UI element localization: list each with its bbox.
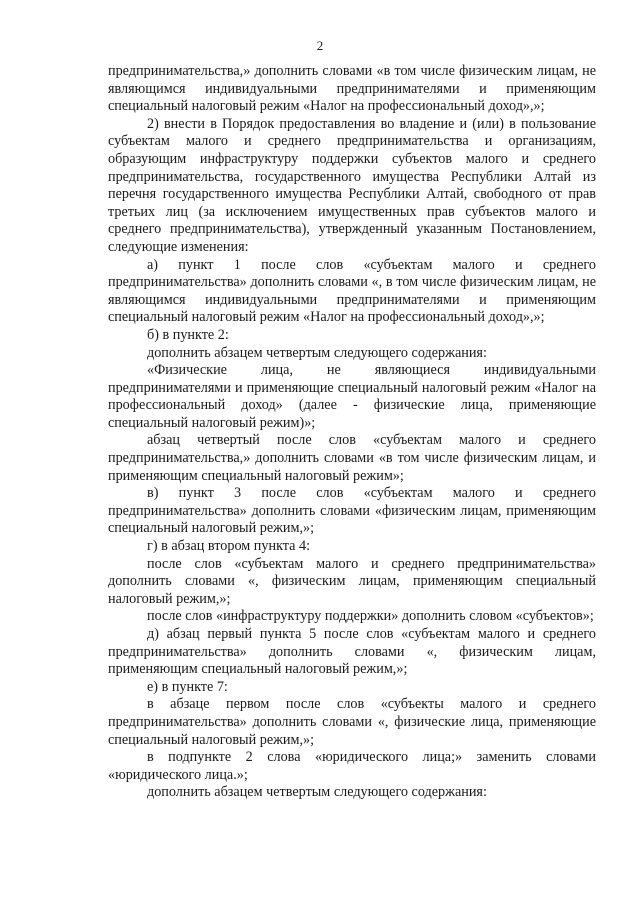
paragraph: б) в пункте 2: xyxy=(147,326,229,343)
paragraph: в) пункт 3 после слов «субъектам малого и среднего предпринимательства» дополнить словами «физическим лицам, применяющим специальный налоговый режим,»; xyxy=(108,485,596,537)
document-body xyxy=(108,63,596,802)
paragraph: дополнить абзацем четвертым следующего содержания: xyxy=(147,344,487,361)
paragraph: абзац четвертый после слов «субъектам малого и среднего предпринимательства,» дополнить словами «в том числе физическим лицам, и применяющим специальный налоговый режим»; xyxy=(108,432,596,484)
paragraph: в абзаце первом после слов «субъекты малого и среднего предпринимательства» дополнить словами «, физические лица, применяющие специальный налоговый режим,»; xyxy=(108,696,596,748)
paragraph: 2) внести в Порядок предоставления во владение и (или) в пользование субъектам малого и среднего предпринимательства и организациям, образующим инфраструктуру поддержки субъектов малого и среднего предпринимательства, государственного имущества Республики Алтай из перечня государственного имущества Республики Алтай, свободного от прав третьих лиц (за исключением имущественных прав субъектов малого и среднего предпринимательства), утвержденный указанным Постановлением, следующие изменения: xyxy=(108,115,596,255)
paragraph: «Физические лица, не являющиеся индивидуальными предпринимателями и применяющие специальный налоговый режим «Налог на профессиональный доход» (далее - физические лица, применяющие специальный налоговый режим)»; xyxy=(108,362,596,431)
paragraph: дополнить абзацем четвертым следующего содержания: xyxy=(147,784,487,801)
paragraph: после слов «инфраструктуру поддержки» дополнить словом «субъектов»; xyxy=(147,608,594,625)
paragraph: в подпункте 2 слова «юридического лица;» заменить словами «юридического лица.»; xyxy=(108,749,596,783)
paragraph: предпринимательства,» дополнить словами «в том числе физическим лицам, не являющимся индивидуальными предпринимателями и применяющим специальный налоговый режим «Налог на профессиональный доход»,»; xyxy=(108,63,596,115)
paragraph: д) абзац первый пункта 5 после слов «субъектам малого и среднего предпринимательства» дополнить словами «, физическим лицам, применяющим специальный налоговый режим,»; xyxy=(108,626,596,678)
paragraph: а) пункт 1 после слов «субъектам малого и среднего предпринимательства» дополнить словами «, в том числе физическим лицам, не являющимся индивидуальными предпринимателями и применяющим специальный налоговый режим «Налог на профессиональный доход»,»; xyxy=(108,256,596,326)
paragraph: е) в пункте 7: xyxy=(147,678,228,695)
paragraph: после слов «субъектам малого и среднего предпринимательства» дополнить словами «, физическим лицам, применяющим специальный налоговый режим,»; xyxy=(108,555,596,607)
page-number: 2 xyxy=(316,38,324,53)
paragraph: г) в абзац втором пункта 4: xyxy=(147,538,311,555)
